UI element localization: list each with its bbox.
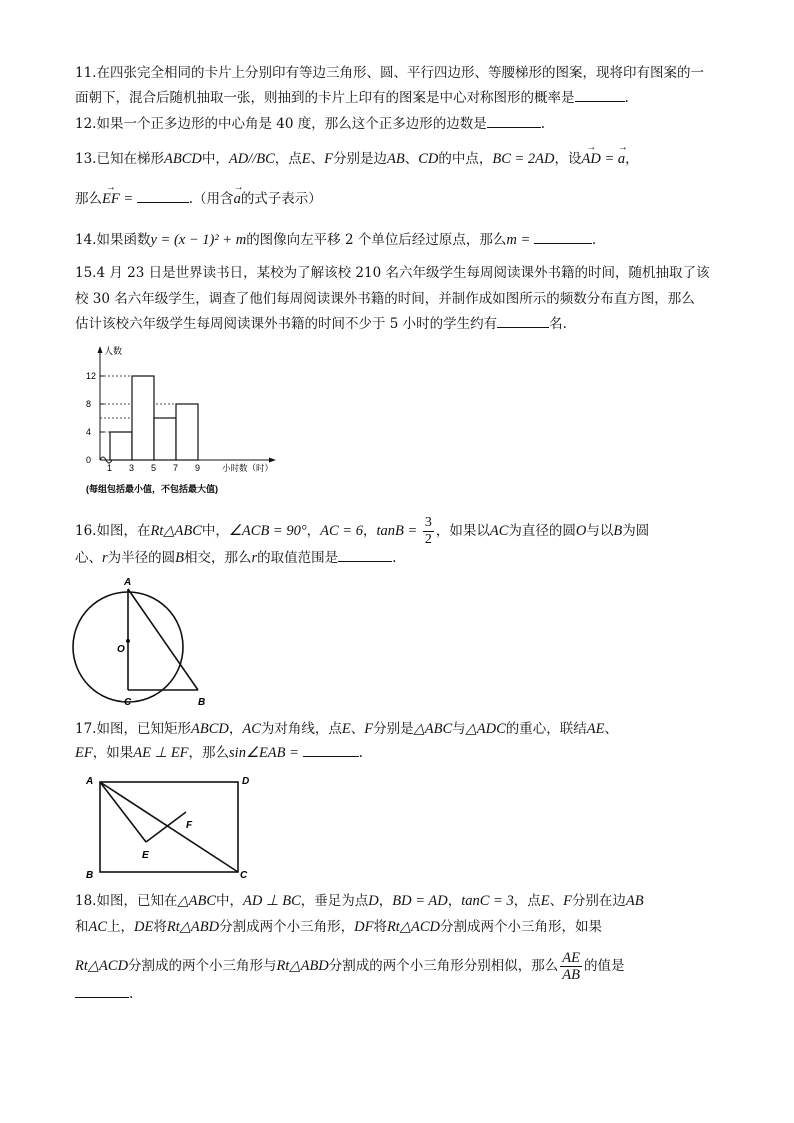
q17-line2: EF，如果AE ⊥ EF，那么sin∠EAB = . [75, 745, 363, 761]
q11-line2: 面朝下，混合后随机抽取一张，则抽到的卡片上印有的图案是中心对称图形的概率是 . [75, 90, 629, 106]
q16-line1: 16.如图，在Rt△ABC中，∠ACB = 90°，AC = 6，tanB = $\frac{3}{2}$ ，如果以AC为直径的圆O与以B为圆 [75, 515, 650, 547]
histogram-bar-5-7 [154, 418, 176, 460]
histogram-chart [80, 340, 300, 500]
label-a: A [124, 577, 132, 588]
q15-line3: 估计该校六年级学生每周阅读课外书籍的时间不少于 5 小时的学生约有 名. [75, 316, 567, 332]
x-tick-label: 1 [107, 463, 113, 473]
q18-answer-blank[interactable] [75, 985, 129, 998]
label-b: B [198, 697, 206, 708]
q18-line2: 和AC上，DE将Rt△ABD分割成两个小三角形，DF将Rt△ACD分割成两个小三角形，如果 [75, 919, 602, 935]
label-o: O [117, 644, 125, 655]
q13-line1: 13.已知在梯形ABCD中，AD//BC，点E、F分别是边AB、CD的中点，BC = 2AD，设→ AD = → a， [75, 150, 639, 168]
histogram-bar-3-5 [132, 376, 154, 460]
q17-figure [82, 770, 252, 882]
x-axis-arrow-icon [269, 458, 276, 463]
label-a: A [86, 776, 94, 787]
q18-line3: Rt△ACD分割成的两个小三角形与Rt△ABD分割成的两个小三角形分别相似，那么 $\frac{AE}{AB}$ 的值是 [75, 950, 625, 983]
q18-line1: 18.如图，已知在△ABC中，AD ⊥ BC，垂足为点D，BD = AD，tanC = 3，点E、F分别在边AB [75, 893, 644, 909]
histogram-caption: (每组包括最小值，不包括最大值) [86, 484, 218, 494]
x-tick-label: 5 [151, 463, 157, 473]
q17-answer-blank[interactable] [303, 744, 359, 757]
tan-fraction: $\frac{3}{2}$ [424, 515, 432, 547]
x-tick-label: 9 [195, 463, 201, 473]
segment-ae [100, 782, 146, 842]
y-tick-label: 4 [86, 427, 92, 437]
q14-line: 14.如果函数y = (x − 1)² + m的图像向左平移 2 个单位后经过原点，那么m = . [75, 232, 597, 248]
label-b: B [86, 870, 94, 881]
label-c: C [124, 697, 132, 708]
y-tick-label: 12 [86, 371, 97, 381]
q15-answer-blank[interactable] [497, 315, 549, 328]
q17-line1: 17.如图，已知矩形ABCD，AC为对角线，点E、F分别是△ABC与△ADC的重心，联结AE、 [75, 721, 619, 737]
y-axis-arrow-icon [98, 346, 103, 353]
x-axis-label: 小时数（时） [222, 463, 274, 473]
ae-ab-fraction: $\frac{AE}{AB}$ [562, 950, 580, 983]
q16-figure [70, 575, 220, 710]
q15-line2: 校 30 名六年级学生，调查了他们每周阅读课外书籍的时间，并制作成如图所示的频数分布直方图，那么 [75, 291, 695, 307]
label-d: D [242, 776, 250, 787]
q16-line2: 心、r为半径的圆B相交，那么r的取值范围是 . [75, 550, 397, 566]
q13-line2: 那么→ EF = .（用含→ a的式子表示） [75, 190, 322, 208]
q14-answer-blank[interactable] [534, 231, 592, 244]
q15-line1: 15.4 月 23 日是世界读书日，某校为了解该校 210 名六年级学生每周阅读课外书籍的时间，随机抽取了该 [75, 265, 710, 281]
q12-answer-blank[interactable] [487, 115, 541, 128]
q13-answer-blank[interactable] [137, 190, 189, 203]
label-e: E [142, 850, 149, 861]
histogram-bar-7-9 [176, 404, 198, 460]
x-tick-label: 3 [129, 463, 135, 473]
q18-line4: . [75, 985, 133, 1003]
y-axis-label: 人数 [104, 346, 123, 356]
y-tick-label: 8 [86, 399, 92, 409]
y-tick-label: 0 [86, 455, 92, 465]
q16-answer-blank[interactable] [338, 549, 392, 562]
center-point-o [126, 639, 130, 643]
label-f: F [186, 820, 193, 831]
diagonal-ac [100, 782, 238, 872]
q12-line: 12.如果一个正多边形的中心角是 40 度，那么这个正多边形的边数是 . [75, 116, 546, 132]
q11-answer-blank[interactable] [575, 89, 625, 102]
histogram-bar-1-3 [110, 432, 132, 460]
q11-line1: 11.在四张完全相同的卡片上分别印有等边三角形、圆、平行四边形、等腰梯形的图案，现将印有图案的一 [75, 65, 704, 81]
x-tick-label: 7 [173, 463, 179, 473]
label-c: C [240, 870, 248, 881]
